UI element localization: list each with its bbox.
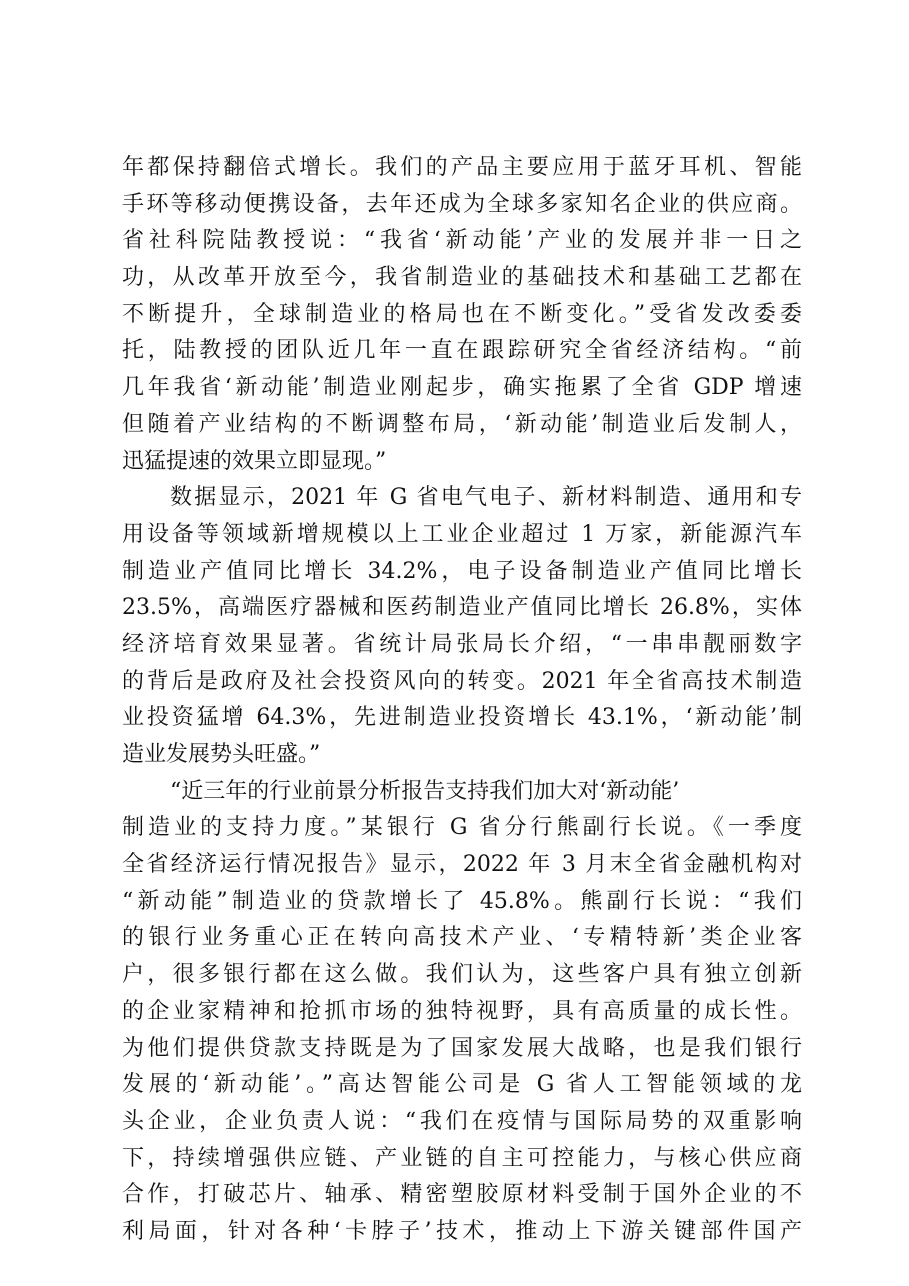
text-line: 23.5%，高端医疗器械和医药制造业产值同比增长 26.8%，实体: [122, 595, 802, 621]
text-line: 全省经济运行情况报告》显示，2022 年 3 月末全省金融机构对: [122, 852, 802, 878]
text-line: 托，陆教授的团队近几年一直在跟踪研究全省经济结构。“前: [122, 338, 802, 364]
text-line: 户，很多银行都在这么做。我们认为，这些客户具有独立创新: [122, 962, 802, 988]
text-line: 制造业产值同比增长 34.2%，电子设备制造业产值同比增长: [122, 558, 802, 584]
text-line: 功，从改革开放至今，我省制造业的基础技术和基础工艺都在: [122, 265, 802, 291]
text-line: 合作，打破芯片、轴承、精密塑胶原材料受制于国外企业的不: [122, 1182, 802, 1208]
text-line: 头企业，企业负责人说：“我们在疫情与国际局势的双重影响: [122, 1108, 802, 1134]
text-line: 为他们提供贷款支持既是为了国家发展大战略，也是我们银行: [122, 1035, 802, 1061]
text-line: “近三年的行业前景分析报告支持我们加大对‘新动能’: [170, 778, 680, 804]
text-line: 制造业的支持力度。”某银行 G 省分行熊副行长说。《一季度: [122, 815, 802, 841]
text-line: 迅猛提速的效果立即显现。”: [122, 448, 387, 474]
text-line: 下，持续增强供应链、产业链的自主可控能力，与核心供应商: [122, 1145, 802, 1171]
text-line: 省社科院陆教授说：“我省‘新动能’产业的发展并非一日之: [122, 228, 802, 254]
text-line: 手环等移动便携设备，去年还成为全球多家知名企业的供应商。: [122, 191, 802, 217]
text-line: 用设备等领域新增规模以上工业企业超过 1 万家，新能源汽车: [122, 521, 802, 547]
body-text: [122, 150, 802, 1251]
text-line: “新动能”制造业的贷款增长了 45.8%。熊副行长说：“我们: [122, 888, 802, 914]
text-line: 造业发展势头旺盛。”: [122, 742, 321, 767]
text-line: 数据显示，2021 年 G 省电气电子、新材料制造、通用和专: [170, 485, 802, 511]
text-line: 但随着产业结构的不断调整布局，‘新动能’制造业后发制人，: [122, 411, 802, 437]
text-line: 的银行业务重心正在转向高技术产业、‘专精特新’类企业客: [122, 925, 802, 951]
text-line: 的背后是政府及社会投资风向的转变。2021 年全省高技术制造: [122, 668, 802, 694]
text-line: 不断提升，全球制造业的格局也在不断变化。”受省发改委委: [122, 301, 802, 327]
text-line: 发展的‘新动能’。”高达智能公司是 G 省人工智能领域的龙: [122, 1072, 802, 1098]
text-line: 利局面，针对各种‘卡脖子’技术，推动上下游关键部件国产: [122, 1218, 802, 1244]
text-line: 年都保持翻倍式增长。我们的产品主要应用于蓝牙耳机、智能: [122, 155, 802, 180]
text-line: 的企业家精神和抢抓市场的独特视野，具有高质量的成长性。: [122, 998, 802, 1024]
text-line: 经济培育效果显著。省统计局张局长介绍，“一串串靓丽数字: [122, 631, 802, 657]
text-line: 业投资猛增 64.3%，先进制造业投资增长 43.1%，‘新动能’制: [122, 705, 802, 731]
text-line: 几年我省‘新动能’制造业刚起步，确实拖累了全省 GDP 增速: [122, 375, 802, 401]
